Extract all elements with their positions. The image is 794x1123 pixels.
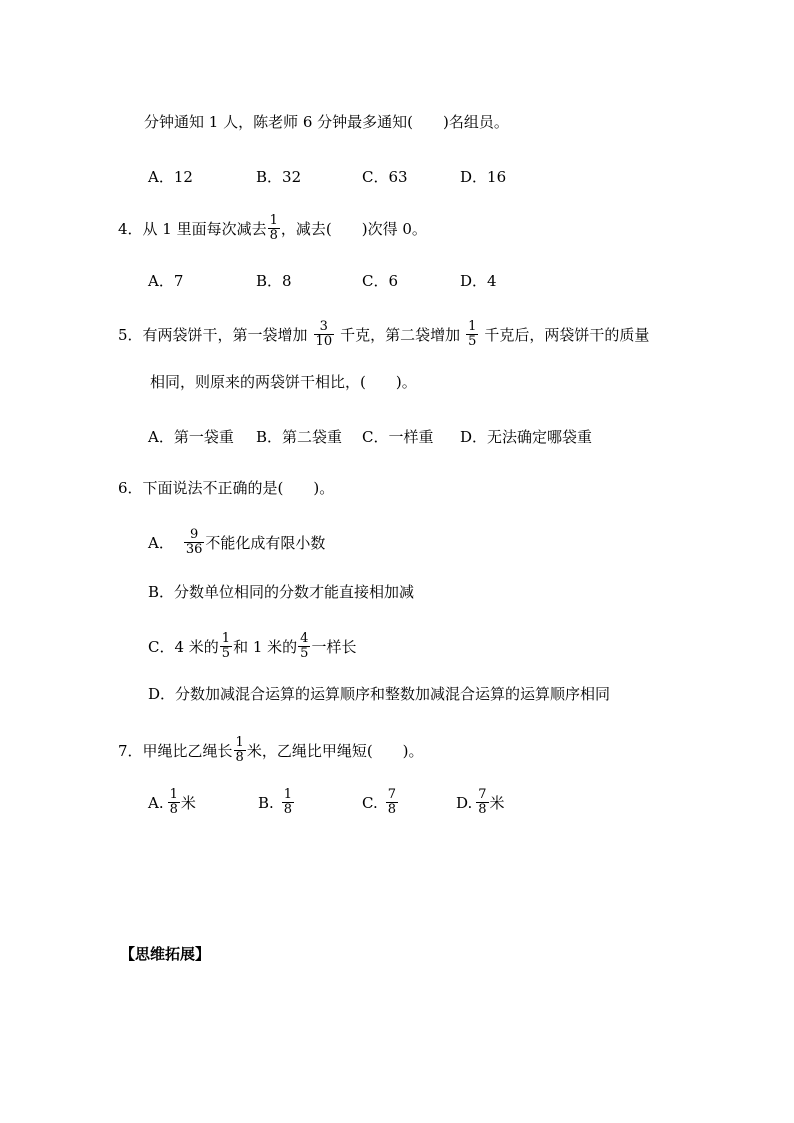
q7-stem bbox=[118, 736, 424, 765]
q5-option-b: B．第二袋重 bbox=[256, 428, 343, 446]
fraction-numerator: 4 bbox=[300, 631, 309, 646]
section-title: 【思维拓展】 bbox=[120, 945, 211, 963]
q6-option-b: B．分数单位相同的分数才能直接相加减 bbox=[148, 583, 415, 601]
q5-stem bbox=[118, 320, 649, 349]
fraction-numerator: 1 bbox=[269, 213, 278, 228]
q3-option-c: C．63 bbox=[362, 168, 408, 186]
q7-option-c bbox=[362, 788, 399, 817]
q4-option-d: D．4 bbox=[460, 272, 497, 290]
q7-stem-post: 米，乙绳比甲绳短( )。 bbox=[246, 741, 424, 760]
fraction-denominator: 8 bbox=[478, 802, 487, 817]
fraction-denominator: 10 bbox=[315, 334, 333, 349]
q4-option-a: A．7 bbox=[148, 272, 184, 290]
fraction-numerator: 1 bbox=[468, 319, 477, 334]
q4-stem bbox=[118, 214, 427, 243]
fraction-denominator: 8 bbox=[387, 802, 396, 817]
fraction-denominator: 8 bbox=[169, 802, 178, 817]
q6-option-a-label: A． bbox=[148, 533, 174, 552]
q6-option-c-pre: C．4 米的 bbox=[148, 637, 219, 656]
fraction-numerator: 7 bbox=[478, 787, 487, 802]
q5-option-c: C．一样重 bbox=[362, 428, 434, 446]
option-label: A. bbox=[148, 793, 164, 812]
option-fraction bbox=[476, 788, 488, 817]
fraction-denominator: 8 bbox=[283, 802, 293, 817]
q5-fraction-2 bbox=[466, 320, 478, 349]
q4-option-c: C．6 bbox=[362, 272, 399, 290]
option-label: C. bbox=[362, 793, 378, 812]
q4-option-b: B．8 bbox=[256, 272, 292, 290]
q5-stem-post: 千克后，两袋饼干的质量 bbox=[484, 325, 650, 344]
q3-option-a: A．12 bbox=[148, 168, 193, 186]
q6-stem: 6．下面说法不正确的是( )。 bbox=[118, 479, 335, 497]
fraction-numerator: 1 bbox=[283, 787, 293, 802]
fraction-denominator: 36 bbox=[185, 542, 203, 557]
q3-continuation: 分钟通知 1 人，陈老师 6 分钟最多通知( )名组员。 bbox=[144, 113, 509, 131]
q7-option-b bbox=[258, 788, 295, 817]
fraction-denominator: 5 bbox=[300, 646, 309, 661]
q7-option-d bbox=[456, 788, 505, 817]
q6-option-c-mid: 和 1 米的 bbox=[233, 637, 298, 656]
q7-option-a bbox=[148, 788, 196, 817]
q3-option-d: D．16 bbox=[460, 168, 507, 186]
q6-option-d: D．分数加减混合运算的运算顺序和整数加减混合运算的运算顺序相同 bbox=[148, 685, 611, 703]
fraction-numerator: 1 bbox=[169, 787, 178, 802]
q5-stem-pre: 5．有两袋饼干，第一袋增加 bbox=[118, 325, 308, 344]
option-fraction bbox=[386, 788, 398, 817]
q6-option-c-fraction-2 bbox=[298, 632, 310, 661]
fraction-denominator: 8 bbox=[235, 750, 244, 765]
option-label: D. bbox=[456, 793, 473, 812]
q5-stem-mid: 千克，第二袋增加 bbox=[340, 325, 461, 344]
fraction-denominator: 8 bbox=[269, 228, 278, 243]
fraction-numerator: 9 bbox=[189, 527, 199, 542]
q5-continuation: 相同，则原来的两袋饼干相比，( )。 bbox=[150, 373, 417, 391]
q7-fraction bbox=[234, 736, 246, 765]
q6-option-c bbox=[148, 632, 356, 661]
fraction-denominator: 5 bbox=[468, 334, 477, 349]
option-label: B. bbox=[258, 793, 274, 812]
q4-stem-post: ，减去( )次得 0。 bbox=[280, 219, 427, 238]
q5-option-a: A．第一袋重 bbox=[148, 428, 234, 446]
q6-option-a-text: 不能化成有限小数 bbox=[205, 533, 326, 552]
fraction-numerator: 3 bbox=[319, 319, 328, 334]
q6-option-a-fraction bbox=[184, 528, 205, 557]
q6-option-c-post: 一样长 bbox=[311, 637, 357, 656]
q7-stem-pre: 7．甲绳比乙绳长 bbox=[118, 741, 233, 760]
q6-option-c-fraction-1 bbox=[220, 632, 232, 661]
option-unit: 米 bbox=[489, 793, 505, 812]
q5-option-d: D．无法确定哪袋重 bbox=[460, 428, 593, 446]
fraction-numerator: 1 bbox=[221, 631, 231, 646]
q4-stem-pre: 4．从 1 里面每次减去 bbox=[118, 219, 267, 238]
fraction-denominator: 5 bbox=[221, 646, 231, 661]
q3-option-b: B．32 bbox=[256, 168, 302, 186]
q6-option-a bbox=[148, 528, 325, 557]
option-unit: 米 bbox=[180, 793, 196, 812]
fraction-numerator: 7 bbox=[387, 787, 396, 802]
q5-fraction-1 bbox=[314, 320, 335, 349]
option-fraction bbox=[282, 788, 294, 817]
option-fraction bbox=[168, 788, 180, 817]
q4-fraction bbox=[268, 214, 280, 243]
fraction-numerator: 1 bbox=[235, 735, 244, 750]
